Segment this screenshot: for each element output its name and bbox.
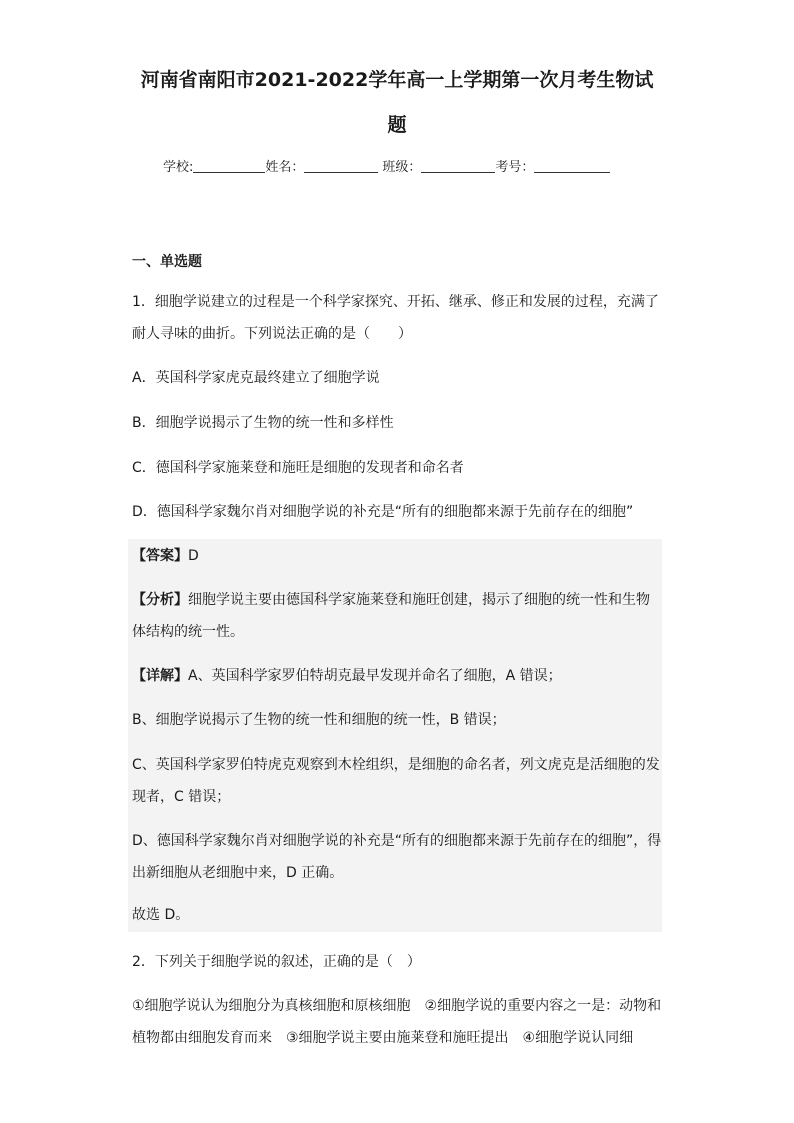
student-info-line (163, 158, 610, 178)
doc-title-line2: 题 (387, 114, 407, 136)
answer-tag: 【答案】 (132, 548, 188, 564)
question-1-stem: 1．细胞学说建立的过程是一个科学家探究、开拓、继承、修正和发展的过程，充满了耐人寻味的曲折。下列说法正确的是（ ） (132, 294, 659, 342)
school-label: 学校: (163, 160, 194, 175)
question-1-option-a: A．英国科学家虎克最终建立了细胞学说 (132, 370, 380, 386)
answer-value: D (188, 548, 199, 564)
detail-line-b: B、细胞学说揭示了生物的统一性和细胞的统一性，B 错误； (132, 712, 506, 728)
question-2-items: ①细胞学说认为细胞分为真核细胞和原核细胞 ②细胞学说的重要内容之一是：动物和植物都由细胞发育而来 ③细胞学说主要由施莱登和施旺提出 ④细胞学说认同细 (132, 998, 662, 1046)
detail-line-d: D、德国科学家魏尔肖对细胞学说的补充是“所有的细胞都来源于先前存在的细胞”，得出新细胞从老细胞中来，D 正确。 (132, 833, 662, 881)
doc-title-line1: 河南省南阳市2021-2022学年高一上学期第一次月考生物试 (140, 69, 654, 91)
analysis-text: 细胞学说主要由德国科学家施莱登和施旺创建，揭示了细胞的统一性和生物体结构的统一性。 (132, 592, 650, 640)
question-1-option-d: D．德国科学家魏尔肖对细胞学说的补充是“所有的细胞都来源于先前存在的细胞” (132, 504, 634, 520)
detail-line-a (132, 660, 662, 692)
number-label: 考号： (495, 160, 535, 175)
section-heading-single-choice: 一、单选题 (132, 254, 202, 270)
detail-a-text: A、英国科学家罗伯特胡克最早发现并命名了细胞，A 错误； (188, 668, 562, 684)
analysis-tag: 【分析】 (132, 592, 188, 608)
question-2-stem: 2．下列关于细胞学说的叙述，正确的是（ ） (132, 954, 421, 970)
name-label: 姓名： (265, 160, 305, 175)
question-1-option-b: B．细胞学说揭示了生物的统一性和多样性 (132, 415, 394, 431)
question-1-option-c: C．德国科学家施莱登和施旺是细胞的发现者和命名者 (132, 460, 464, 476)
final-choice: 故选 D。 (132, 907, 190, 923)
analysis-block (132, 584, 662, 648)
number-blank[interactable] (534, 158, 610, 173)
class-blank[interactable] (421, 158, 495, 173)
detail-line-c: C、英国科学家罗伯特虎克观察到木栓组织，是细胞的命名者，列文虎克是活细胞的发现者，C 错误； (132, 757, 660, 805)
class-label: 班级： (382, 160, 422, 175)
answer-line (132, 540, 662, 572)
detail-tag: 【详解】 (132, 668, 188, 684)
school-blank[interactable] (193, 158, 265, 173)
name-blank[interactable] (304, 158, 378, 173)
